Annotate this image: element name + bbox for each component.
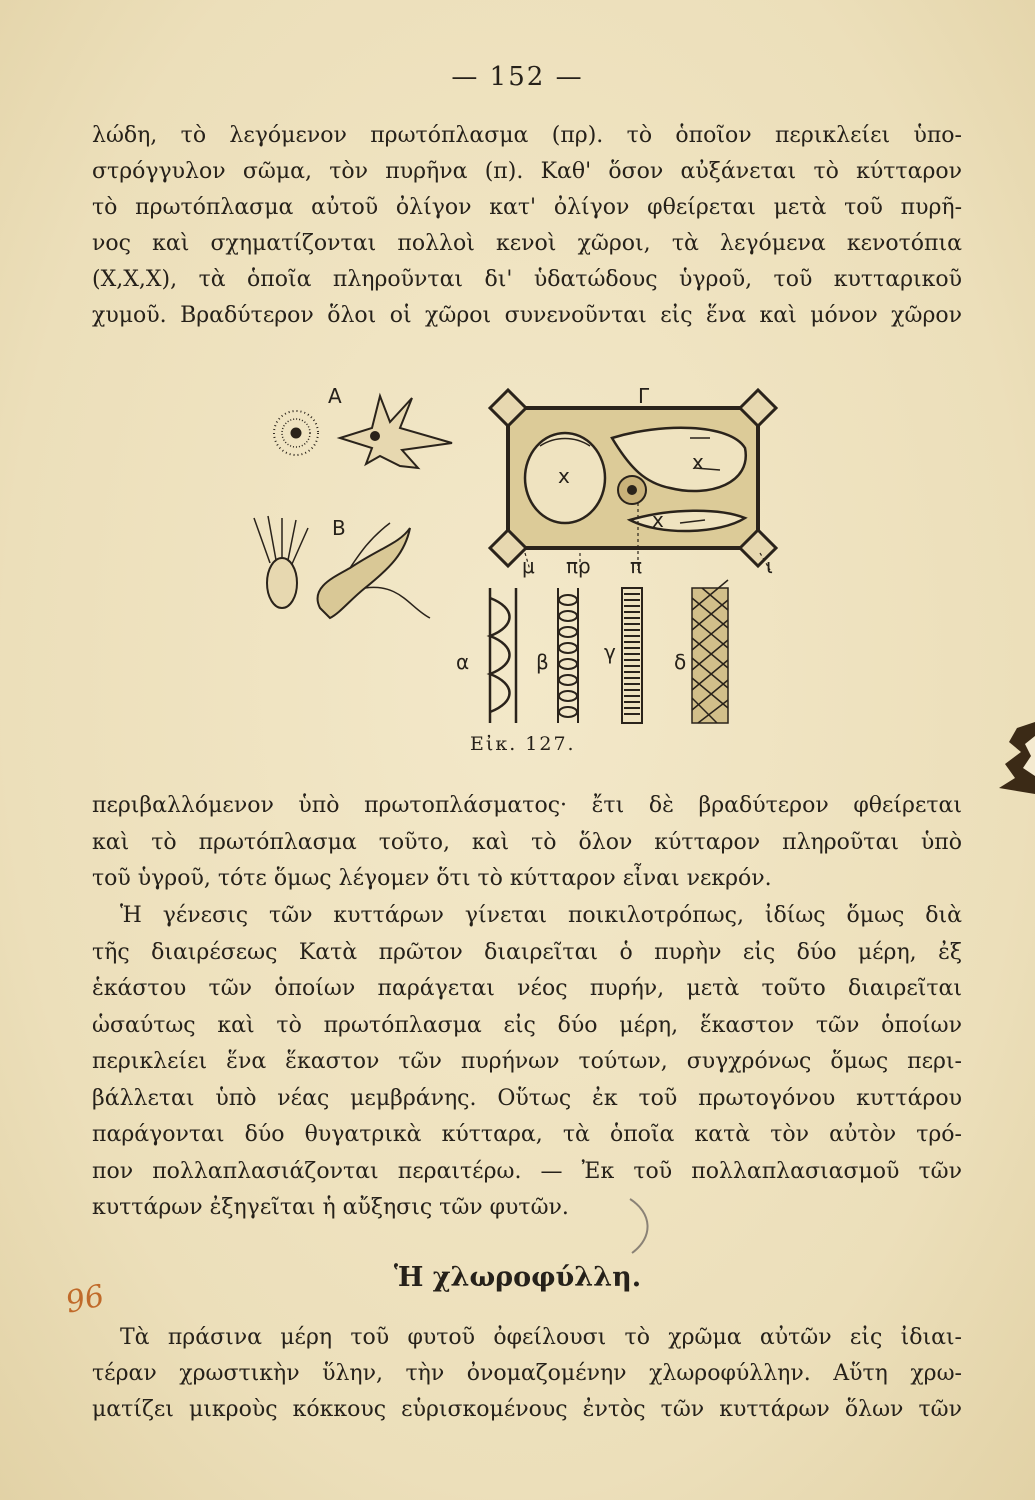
text-line: χυμοῦ. Βραδύτερον ὅλοι οἱ χῶροι συνενοῦνται εἰς ἕνα καὶ μόνον χῶρον: [92, 303, 962, 328]
paragraph-4: [92, 1320, 962, 1428]
cell-a-round: [274, 411, 318, 455]
label-b: B: [332, 516, 346, 540]
text-line: περιβαλλόμενον ὑπὸ πρωτοπλάσματος· ἔτι δὲ βραδύτερον φθείρεται: [92, 793, 962, 818]
vessel-beta: [558, 588, 578, 723]
page-number: — 152 —: [451, 62, 584, 92]
text-line: Ἡ γένεσις τῶν κυττάρων γίνεται ποικιλοτρόπως, ἰδίως ὅμως διὰ: [120, 903, 962, 928]
torn-edge-mark: [987, 722, 1035, 794]
label-beta: β: [536, 650, 549, 674]
text-line: ἑκάστου τῶν ὁποίων παράγεται νέος πυρήν, μετὰ τοῦτο διαιρεῖται: [92, 976, 962, 1001]
text-line: τὸ πρωτόπλασμα αὐτοῦ ὀλίγον κατ' ὀλίγον φθείρεται μετὰ τοῦ πυρῆ-: [92, 195, 962, 220]
label-vacuole-1: x: [558, 464, 570, 488]
paragraph-3: [92, 898, 962, 1227]
label-delta: δ: [674, 650, 687, 674]
label-gamma-cell: Γ: [638, 384, 650, 408]
paragraph-2: [92, 788, 962, 898]
text-line: καὶ τὸ πρωτόπλασμα τοῦτο, καὶ τὸ ὅλον κύτταρον πληροῦται ὑπὸ: [92, 829, 962, 855]
text-line: ματίζει μικροὺς κόκκους εὑρισκομένους ἐντὸς τῶν κυττάρων ὅλων τῶν: [92, 1397, 962, 1422]
text-line: περικλείει ἕνα ἕκαστον τῶν πυρήνων τούτων, συγχρόνως ὅμως περι-: [92, 1049, 962, 1074]
margin-note: 96: [62, 1278, 108, 1321]
text-line: τοῦ ὑγροῦ, τότε ὅμως λέγομεν ὅτι τὸ κύτταρον εἶναι νεκρόν.: [92, 866, 772, 891]
label-a: A: [328, 384, 342, 408]
section-heading: Ἡ χλωροφύλλη.: [393, 1262, 642, 1293]
label-nucleus: π: [630, 554, 643, 578]
label-alpha: α: [456, 650, 470, 674]
cell-a-amoeba: [340, 396, 452, 468]
text-line: (X,X,X), τὰ ὁποῖα πληροῦνται δι' ὑδατώδους ὑγροῦ, τοῦ κυτταρικοῦ: [92, 267, 962, 292]
label-vacuole-2: x: [692, 450, 704, 474]
label-protoplasm: πρ: [566, 554, 591, 578]
text-line: λώδη, τὸ λεγόμενον πρωτόπλασμα (πρ). τὸ ὁποῖον περικλείει ὑπο-: [92, 123, 962, 148]
vessel-delta: [692, 580, 728, 723]
label-gamma-vessel: γ: [604, 640, 616, 664]
vessel-gamma: [622, 588, 642, 723]
label-iota: ι: [766, 554, 773, 578]
text-line: στρόγγυλον σῶμα, τὸν πυρῆνα (π). Καθ' ὅσον αὐξάνεται τὸ κύτταρον: [92, 159, 962, 184]
text-line: ὡσαύτως καὶ τὸ πρωτόπλασμα εἰς δύο μέρη, ἕκαστον τῶν ὁποίων: [92, 1012, 962, 1038]
label-vacuole-3: x: [652, 508, 664, 532]
figure-127: [240, 378, 820, 778]
text-line: κυττάρων ἐξηγεῖται ἡ αὔξησις τῶν φυτῶν.: [92, 1195, 569, 1220]
label-membrane: μ: [522, 554, 535, 578]
text-line: τῆς διαιρέσεως Κατὰ πρῶτον διαιρεῖται ὁ πυρὴν εἰς δύο μέρη, ἐξ: [92, 939, 962, 965]
text-line: νος καὶ σχηματίζονται πολλοὶ κενοὶ χῶροι, τὰ λεγόμενα κενοτόπια: [92, 231, 962, 256]
text-line: πον πολλαπλασιάζονται περαιτέρω. — Ἐκ τοῦ πολλαπλασιασμοῦ τῶν: [92, 1158, 962, 1184]
vessel-alpha: [490, 588, 516, 723]
figure-caption: Εἰκ. 127.: [470, 733, 576, 755]
cell-g-plant: [490, 390, 776, 570]
text-line: τέραν χρωστικὴν ὕλην, τὴν ὀνομαζομένην χλωροφύλλην. Αὕτη χρω-: [92, 1361, 962, 1386]
paragraph-1: [92, 118, 962, 334]
text-line: Τὰ πράσινα μέρη τοῦ φυτοῦ ὀφείλουσι τὸ χρῶμα αὐτῶν εἰς ἰδιαι-: [120, 1325, 962, 1350]
text-line: παράγονται δύο θυγατρικὰ κύτταρα, τὰ ὁποῖα κατὰ τὸν αὐτὸν τρό-: [92, 1122, 962, 1147]
pencil-bracket-mark: [622, 1195, 662, 1255]
text-line: βάλλεται ὑπὸ νέας μεμβράνης. Οὕτως ἐκ τοῦ πρωτογόνου κυττάρου: [92, 1085, 962, 1111]
